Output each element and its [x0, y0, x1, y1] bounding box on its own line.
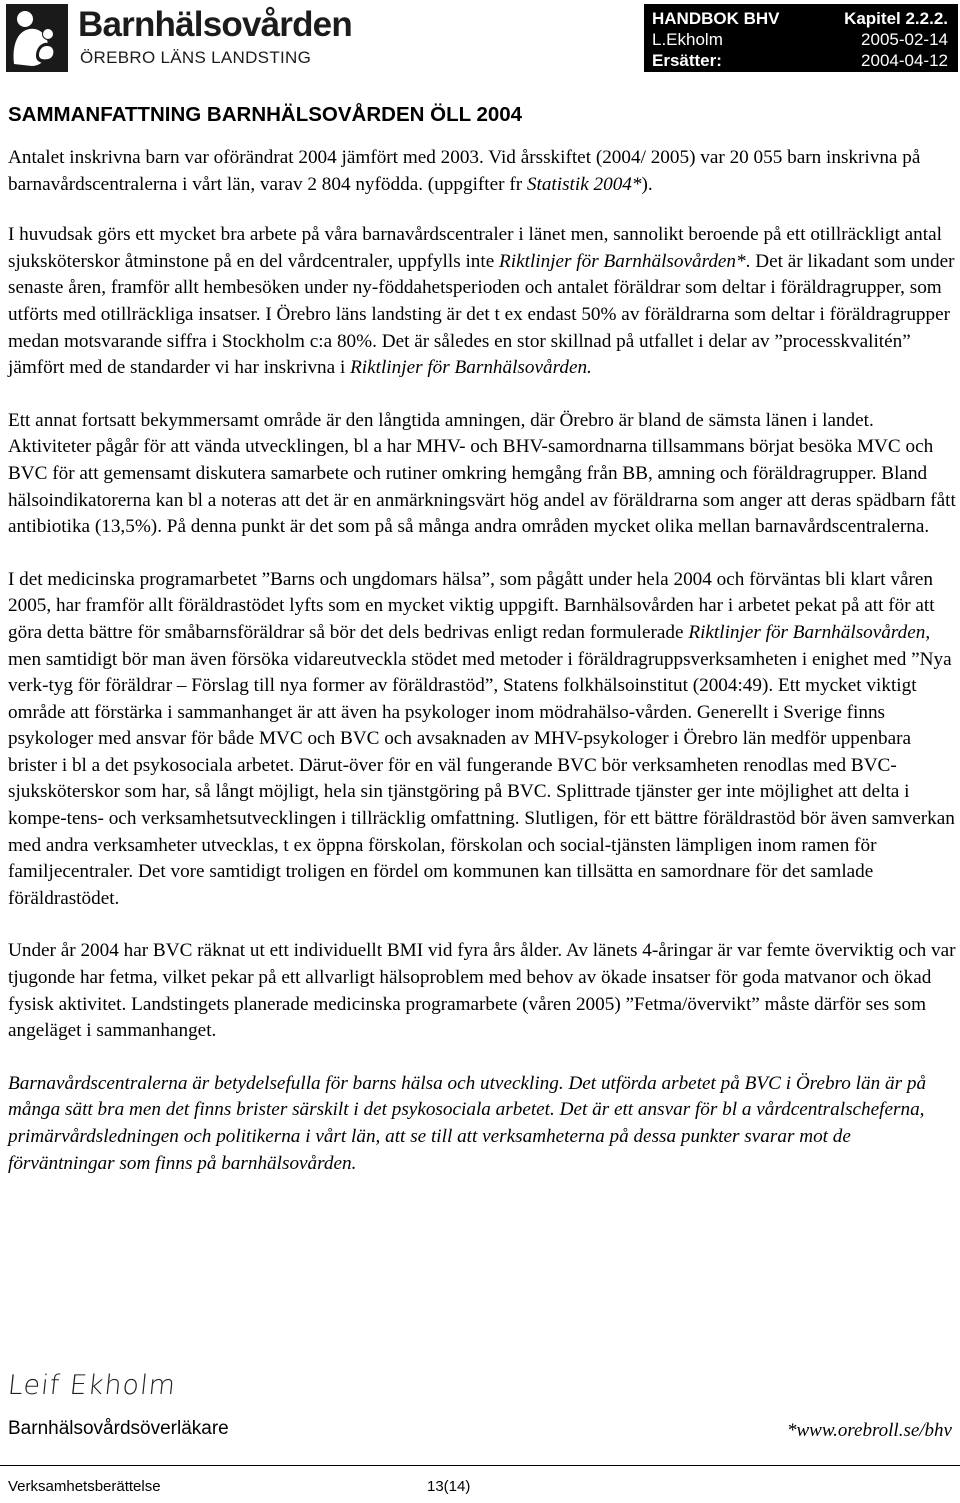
replaces-label: Ersätter: [652, 51, 722, 70]
p1-end: ). [641, 173, 653, 195]
p2-text-a: I huvudsak görs ett mycket bra arbete på våra barnavårdscentraler i länet men, sannolikt beroende på ett otillräckligt antal sjuksköterskor åtminstone på en del vårdcentraler, uppfylls inte [8, 224, 942, 272]
footnote-url: *www.orebroll.se/bhv [786, 1420, 952, 1441]
box-row-author [652, 29, 950, 51]
handbook-label: HANDBOK BHV [652, 9, 780, 28]
page-title: SAMMANFATTNING BARNHÄLSOVÅRDEN ÖLL 2004 [8, 103, 523, 126]
p2-italic-1: Riktlinjer för Barnhälsovården* [499, 250, 746, 272]
footer-page-number: 13(14) [427, 1478, 471, 1495]
signature: Leif Ekholm [6, 1370, 178, 1401]
paragraph-bmi: Under år 2004 har BVC räknat ut ett individuellt BMI vid fyra års ålder. Av länets 4-åringar är var femte överviktig och var tjugonde har fetma, vilket pekar på ett allvarligt hälsoproblem med behov av ökade insatser för goda matvanor och ökad fysisk aktivitet. Landstingets planerade medicinska programarbete (våren 2005) ”Fetma/övervikt” måste därför ses som angeläget i sammanhanget. [8, 940, 956, 1042]
p1-text: Antalet inskrivna barn var oförändrat 2004 jämfört med 2003. Vid årsskiftet (2004/ 2005) var 20 055 barn inskrivna på barnavårdscentralerna i vårt län, varav 2 804 nyfödda. (uppgifter fr [8, 147, 921, 195]
paragraph-guidelines [8, 222, 956, 382]
footer-document-name: Verksamhetsberättelse [8, 1478, 161, 1495]
mother-child-icon [6, 4, 68, 72]
box-row-handbook [652, 8, 950, 30]
replaces-date: 2004-04-12 [861, 51, 948, 70]
box-row-replaces [652, 50, 950, 72]
author-name: L.Ekholm [652, 30, 723, 49]
page-header [0, 0, 960, 84]
p2-italic-2: Riktlinjer för Barnhälsovården. [350, 357, 592, 379]
paragraph-conclusion: Barnavårdscentralerna är betydelsefulla för barns hälsa och utveckling. Det utförda arbetet på BVC i Örebro län är på många sätt bra men det finns brister särskilt i det psykosociala arbetet. Det är ett ansvar för bl a vårdcentralscheferna, primärvårdsledningen och politikerna i vårt län, att se till att verksamheterna på dessa punkter svarar mot de förväntningar som finns på barnhälsovården. [8, 1072, 927, 1174]
paragraph-breastfeeding: Ett annat fortsatt bekymmersamt område är den långtida amningen, där Örebro är bland de sämsta länen i landet. Aktiviteter pågår för att vända utvecklingen, bl a har MHV- och BHV-samordnarna tillsammans börjat besöka MVC och BVC för att gemensamt diskutera samarbete och rutiner omkring hemgång från BB, amning och föräldragrupper. Bland hälsoindikatorerna kan bl a noteras att det är en anmärkningsvärt hög andel av föräldrarna som anger att deras spädbarn fått antibiotika (13,5%). På denna punkt är det som på så många andra områden mycket olika mellan barnavårdscentralerna. [8, 409, 956, 538]
brand-subtitle: ÖREBRO LÄNS LANDSTING [80, 48, 312, 67]
p4-text-b: , men samtidigt bör man även försöka vidareutveckla stödet med metoder i föräldragruppsverksamheten i enighet med ”Nya verk-tyg för föräldrar – Förslag till nya former av föräldrastöd”, Statens folkhälsoinstitut (2004:49). Ett mycket viktigt område att förstärka i sammanhanget är att även ha psykologer inom mödrahälso-vården. Generellt i Sverige finns psykologer med ansvar för både MVC och BVC och avsaknaden av MHV-psykologer i Örebro län medför uppenbara brister i bl a det psykosociala arbetet. Därut-över för en väl fungerande BVC bör verksamheten renodlas med BVC-sjuksköterskor som har, så långt möjligt, hela sin tjänstgöring på BVC. Splittrade tjänster ger inte möjlighet att delta i kompe-tens- och verksamhetsutvecklingen i tillräcklig omfattning. Slutligen, för ett bättre föräldrastöd bör även samverkan med andra verksamheter utvecklas, t ex öppna förskolan, förskolan och social-tjänsten lämpligen inom ramen för familjecentraler. Det vore samtidigt troligen en fördel om kommunen kan tillsätta en samordnare för det samlade föräldrastödet. [8, 621, 955, 909]
document-info-box [644, 4, 958, 72]
paragraph-medical-program [8, 567, 956, 913]
signature-title: Barnhälsovårdsöverläkare [8, 1418, 229, 1439]
document-body [8, 145, 956, 1177]
logo [6, 4, 352, 72]
footer-divider [0, 1465, 960, 1466]
document-date: 2005-02-14 [861, 30, 948, 49]
brand-name: Barnhälsovården [78, 5, 352, 44]
p4-italic: Riktlinjer för Barnhälsovården [688, 621, 926, 643]
p2-text-b: . Det är likadant som under senaste åren, framför allt hembesöken under ny-föddahetsperioden och antalet föräldrar som deltar i föräldragrupper, som utförts med otillräckliga insatser. I Örebro läns landsting är det t ex endast 50% av föräldrarna som deltar i föräldragrupper medan motsvarande siffra i Stockholm c:a 80%. Det är således en stor skillnad på utfallet i delar av ”processkvalitén” jämfört med de standarder vi har inskrivna i [8, 250, 955, 379]
paragraph-enrollment [8, 145, 956, 198]
p1-source: Statistik 2004* [526, 173, 642, 195]
p4-text-a: I det medicinska programarbetet ”Barns och ungdomars hälsa”, som pågått under hela 2004 och förväntas bli klart våren 2005, har framför allt föräldrastödet lyfts som en mycket viktig uppgift. Barnhälsovården har i arbetet pekat på att för att göra detta bättre för småbarnsföräldrar så bör det dels bedrivas enligt redan formulerade [8, 568, 935, 643]
chapter-label: Kapitel 2.2.2. [844, 9, 948, 28]
